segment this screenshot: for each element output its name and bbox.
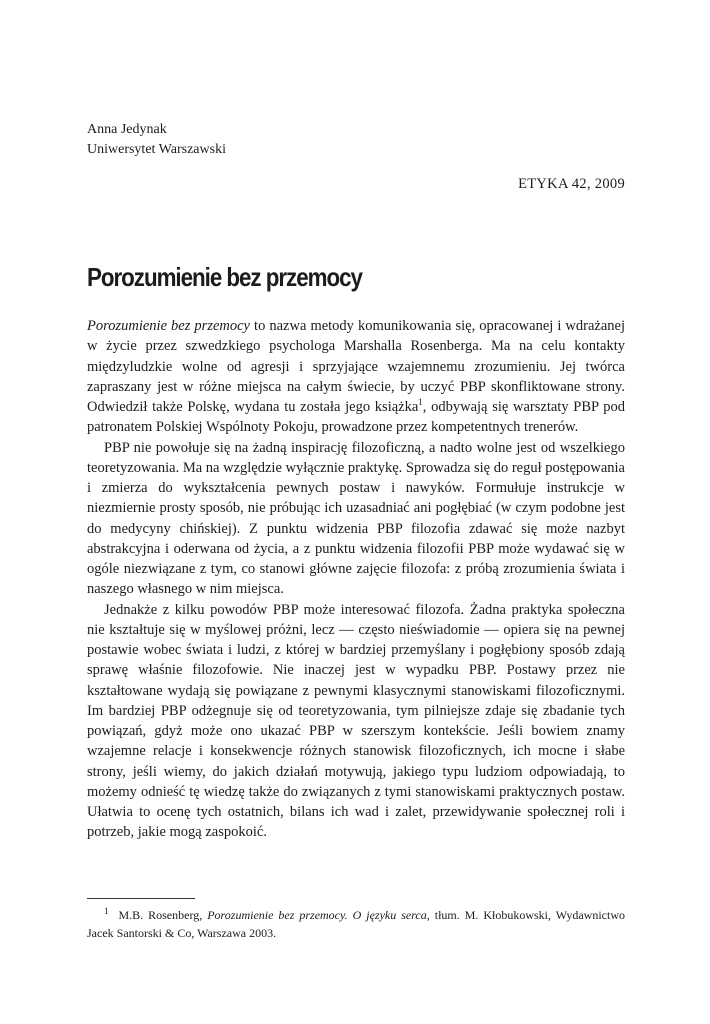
footnote [87,906,625,942]
article-title: Porozumienie bez przemocy [87,262,362,292]
article-body [87,316,625,843]
paragraph-2: PBP nie powołuje się na żadną inspirację filozoficzną, a nadto wolne jest od wszelkiego teoretyzowania. Ma na względzie wyłącznie praktykę. Sprowadza się do reguł postępowania i zmierza do wykształcenia pewnych postaw i nawyków. Formułuje instrukcje w niezmiernie prosty sposób, nie próbując ich uzasadniać ani pogłębiać (w czym podobne jest do medycyny chińskiej). Z punktu widzenia PBP filozofia zdawać się może nazbyt abstrakcyjna i oderwana od życia, a z punktu widzenia filozofii PBP może wydawać się w ogóle niezwiązane z tym, co stanowi główne zajęcie filozofa: z próbą zrozumienia świata i naszego własnego w nim miejsca. [87,439,625,598]
footnote-text-a: M.B. Rosenberg, [118,908,208,922]
footnote-reference[interactable]: 1 [418,397,423,408]
author-block [87,120,226,160]
author-name: Anna Jedynak [87,122,167,137]
paragraph-1-italic-lead: Porozumienie bez przemocy [87,318,250,334]
paragraph-1-text-b: , odbywają się warsztaty PBP pod patronatem Polskiej Wspólnoty Pokoju, prowadzone przez kompetentnych trenerów. [87,399,625,436]
footnote-number: 1 [104,906,109,916]
footnote-italic-title: Porozumienie bez przemocy. O języku serca [207,908,427,922]
journal-reference: ETYKA 42, 2009 [518,176,625,192]
paragraph-1-text-a: to nazwa metody komunikowania się, opracowanej i wdrażanej w życie przez szwedzkiego psychologa Marshalla Rosenberga. Ma na celu kontakty międzyludzkie wolne od agresji i sprzyjające wzajemnemu zrozumieniu. Jej twórca zapraszany jest w różne miejsca na całym świecie, by uczyć PBP skonfliktowane strony. Odwiedził także Polskę, wydana tu została jego książka [87,318,625,415]
paragraph-3: Jednakże z kilku powodów PBP może interesować filozofa. Żadna praktyka społeczna nie kształtuje się w myślowej próżni, lecz — często nieświadomie — opiera się na pewnej postawie wobec świata i ludzi, z której w bardziej przemyślany i pogłębiony sposób zdają sprawę właśnie filozofowie. Nie inaczej jest w wypadku PBP. Postawy przez nie kształtowane wydają się powiązane z pewnymi klasycznymi stanowiskami filozoficznymi. Im bardziej PBP odżegnuje się od teoretyzowania, tym pilniejsze zdaje się zbadanie tych powiązań, gdyż może ono ukazać PBP w szerszym kontekście. Jeśli bowiem znamy wzajemne relacje i konsekwencje różnych stanowisk filozoficznych, ich mocne i słabe strony, jeśli wiemy, do jakich działań motywują, jakiego typu ludziom odpowiadają, to możemy odnieść tę wiedzę także do związanych z tymi stanowiskami praktycznych postaw. Ułatwia to ocenę tych ostatnich, bilans ich wad i zalet, przewidywanie społecznej roli i potrzeb, jakie mogą zaspokoić. [87,601,625,841]
author-affiliation: Uniwersytet Warszawski [87,142,226,157]
footnote-text-b: , tłum. M. Kłobukowski, Wydawnictwo Jacek Santorski & Co, Warszawa 2003. [87,908,626,940]
paragraph-1 [87,316,625,438]
footnote-divider [87,898,195,899]
